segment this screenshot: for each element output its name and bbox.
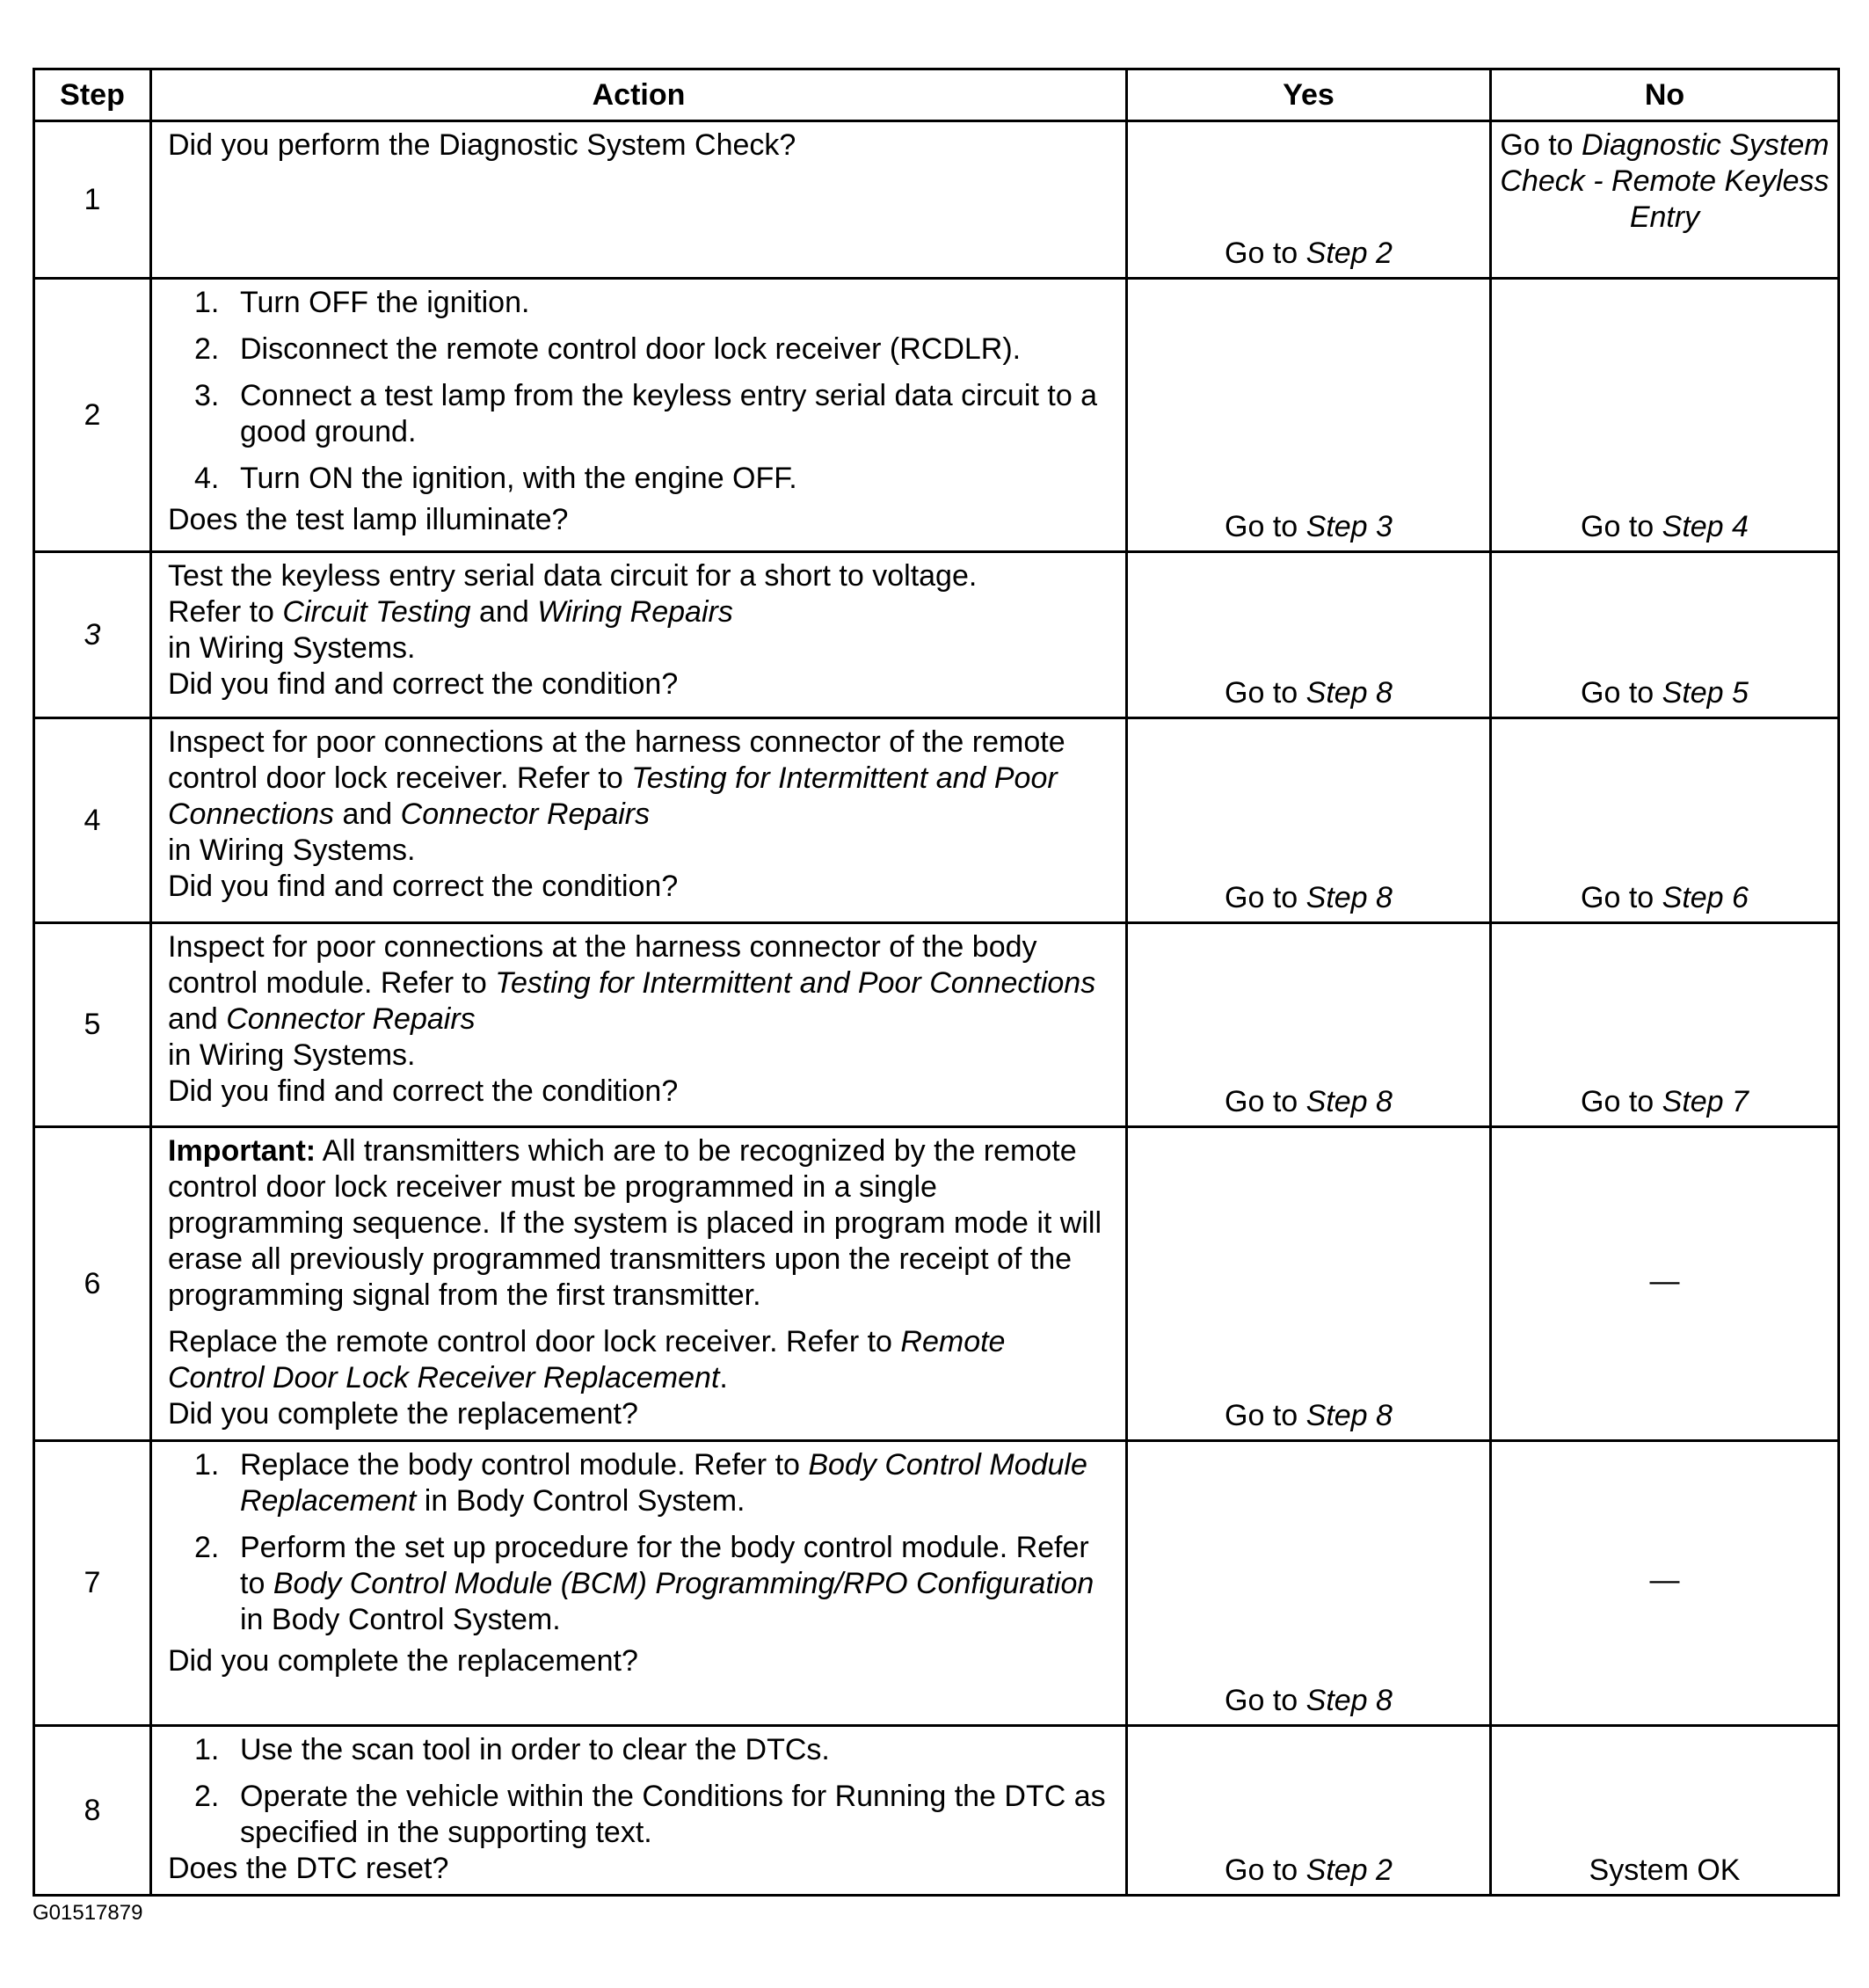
header-no: No	[1491, 69, 1839, 121]
reference-link[interactable]: Connector Repairs	[226, 1002, 476, 1036]
yes-target-link[interactable]: Step 2	[1305, 237, 1393, 270]
yes-cell	[1127, 1441, 1491, 1726]
action-text: Replace the remote control door lock receiver. Refer to Remote Control Door Lock Receiver Replacement.	[168, 1325, 1006, 1395]
procedure-list	[168, 285, 1109, 497]
list-item: 1. Replace the body control module. Refer to Body Control Module Replacement in Body Control System.	[194, 1448, 1087, 1518]
action-cell	[151, 1726, 1127, 1896]
yes-prefix: Go to	[1225, 237, 1306, 270]
step-number: 8	[34, 1726, 151, 1896]
step-number: 6	[34, 1127, 151, 1441]
yes-cell	[1127, 279, 1491, 552]
no-cell	[1491, 923, 1839, 1127]
action-cell	[151, 1441, 1127, 1726]
action-text: Test the keyless entry serial data circuit for a short to voltage. Refer to Circuit Testing and Wiring Repairs in Wiring Systems.	[168, 559, 978, 665]
reference-link[interactable]: Testing for Intermittent and Poor Connections	[495, 966, 1096, 1000]
no-prefix: Go to	[1581, 510, 1662, 543]
figure-id: G01517879	[33, 1901, 143, 1925]
action-question: Did you find and correct the condition?	[168, 1074, 679, 1108]
yes-target-link[interactable]: Step 3	[1305, 510, 1393, 543]
no-target-link[interactable]: Step 4	[1662, 510, 1749, 543]
no-result: System OK	[1589, 1853, 1741, 1887]
diagnostic-table	[33, 68, 1840, 1897]
no-dash: —	[1649, 1563, 1680, 1597]
table-row-step-6	[34, 1127, 1839, 1441]
yes-cell	[1127, 718, 1491, 923]
reference-link[interactable]: Remote Control Door Lock Receiver Replacement	[168, 1325, 1006, 1395]
yes-prefix: Go to	[1225, 881, 1306, 914]
no-cell	[1491, 279, 1839, 552]
yes-cell	[1127, 1127, 1491, 1441]
reference-link[interactable]: Body Control Module Replacement	[240, 1448, 1087, 1518]
yes-prefix: Go to	[1225, 1853, 1306, 1887]
important-note: Important: All transmitters which are to be recognized by the remote control door lock receiver must be programmed in a single programming sequence. If the system is placed in program mode it will erase all previously programmed transmitters upon the receipt of the programming signal from the first transmitter.	[168, 1134, 1102, 1312]
action-question: Did you find and correct the condition?	[168, 870, 679, 903]
table-row-step-1	[34, 121, 1839, 279]
action-cell	[151, 923, 1127, 1127]
yes-cell	[1127, 1726, 1491, 1896]
yes-target-link[interactable]: Step 8	[1305, 676, 1393, 710]
table-row-step-5	[34, 923, 1839, 1127]
table-row-step-2	[34, 279, 1839, 552]
action-text: Did you perform the Diagnostic System Check?	[168, 128, 796, 162]
yes-cell	[1127, 923, 1491, 1127]
no-cell	[1491, 1127, 1839, 1441]
step-number: 5	[34, 923, 151, 1127]
no-prefix: Go to	[1581, 881, 1662, 914]
step-number: 1	[34, 121, 151, 279]
list-item: 1. Turn OFF the ignition.	[194, 286, 530, 319]
no-dash: —	[1649, 1263, 1680, 1298]
action-cell	[151, 279, 1127, 552]
reference-link[interactable]: Testing for Intermittent and Poor Connections	[168, 761, 1058, 831]
no-prefix: Go to	[1581, 676, 1662, 710]
no-cell	[1491, 718, 1839, 923]
yes-prefix: Go to	[1225, 1684, 1306, 1717]
header-step: Step	[34, 69, 151, 121]
action-question: Did you find and correct the condition?	[168, 667, 679, 701]
no-prefix: Go to	[1500, 128, 1582, 162]
no-cell	[1491, 552, 1839, 718]
yes-prefix: Go to	[1225, 1399, 1306, 1432]
yes-cell	[1127, 552, 1491, 718]
yes-prefix: Go to	[1225, 1085, 1306, 1118]
procedure-list	[168, 1447, 1109, 1638]
yes-target-link[interactable]: Step 8	[1305, 1399, 1393, 1432]
table-row-step-7	[34, 1441, 1839, 1726]
step-number: 3	[34, 552, 151, 718]
yes-target-link[interactable]: Step 2	[1305, 1853, 1393, 1887]
yes-target-link[interactable]: Step 8	[1305, 1085, 1393, 1118]
yes-target-link[interactable]: Step 8	[1305, 1684, 1393, 1717]
action-question: Did you complete the replacement?	[168, 1397, 638, 1431]
table-header-row	[34, 69, 1839, 121]
no-cell	[1491, 121, 1839, 279]
procedure-list	[168, 1732, 1109, 1851]
list-item: 4. Turn ON the ignition, with the engine OFF.	[194, 462, 797, 495]
action-cell	[151, 718, 1127, 923]
table-row-step-4	[34, 718, 1839, 923]
list-item: 2. Operate the vehicle within the Conditions for Running the DTC as specified in the supporting text.	[194, 1780, 1106, 1849]
yes-prefix: Go to	[1225, 510, 1306, 543]
action-text: Inspect for poor connections at the harness connector of the remote control door lock receiver. Refer to Testing for Intermittent and Poor Connections and Connector Repairs in Wiring Systems.	[168, 725, 1065, 867]
header-yes: Yes	[1127, 69, 1491, 121]
important-label: Important:	[168, 1134, 316, 1168]
list-item: 1. Use the scan tool in order to clear the DTCs.	[194, 1733, 830, 1766]
yes-target-link[interactable]: Step 8	[1305, 881, 1393, 914]
reference-link[interactable]: Body Control Module (BCM) Programming/RPO Configuration	[273, 1567, 1094, 1600]
action-question: Did you complete the replacement?	[168, 1644, 638, 1678]
no-target-link[interactable]: Diagnostic System Check - Remote Keyless Entry	[1500, 128, 1829, 234]
reference-link[interactable]: Wiring Repairs	[537, 595, 733, 629]
action-cell	[151, 552, 1127, 718]
header-action: Action	[151, 69, 1127, 121]
no-cell	[1491, 1441, 1839, 1726]
no-cell	[1491, 1726, 1839, 1896]
action-cell	[151, 121, 1127, 279]
list-item: 3. Connect a test lamp from the keyless entry serial data circuit to a good ground.	[194, 379, 1098, 448]
action-question: Does the DTC reset?	[168, 1852, 449, 1885]
step-number: 4	[34, 718, 151, 923]
reference-link[interactable]: Circuit Testing	[282, 595, 471, 629]
action-cell	[151, 1127, 1127, 1441]
action-text: Inspect for poor connections at the harness connector of the body control module. Refer to Testing for Intermittent and Poor Connections and Connector Repairs in Wiring Systems.	[168, 930, 1096, 1072]
no-target-link[interactable]: Step 7	[1662, 1085, 1749, 1118]
reference-link[interactable]: Connector Repairs	[400, 797, 651, 831]
step-number: 7	[34, 1441, 151, 1726]
yes-prefix: Go to	[1225, 676, 1306, 710]
yes-cell	[1127, 121, 1491, 279]
no-target-link[interactable]: Step 5	[1662, 676, 1749, 710]
table-row-step-3	[34, 552, 1839, 718]
table-row-step-8	[34, 1726, 1839, 1896]
action-question: Does the test lamp illuminate?	[168, 503, 569, 536]
no-target-link[interactable]: Step 6	[1662, 881, 1749, 914]
step-number: 2	[34, 279, 151, 552]
list-item: 2. Disconnect the remote control door lock receiver (RCDLR).	[194, 332, 1022, 366]
no-prefix: Go to	[1581, 1085, 1662, 1118]
list-item: 2. Perform the set up procedure for the body control module. Refer to Body Control Module (BCM) Programming/RPO Configuration in Body Control System.	[194, 1531, 1094, 1636]
